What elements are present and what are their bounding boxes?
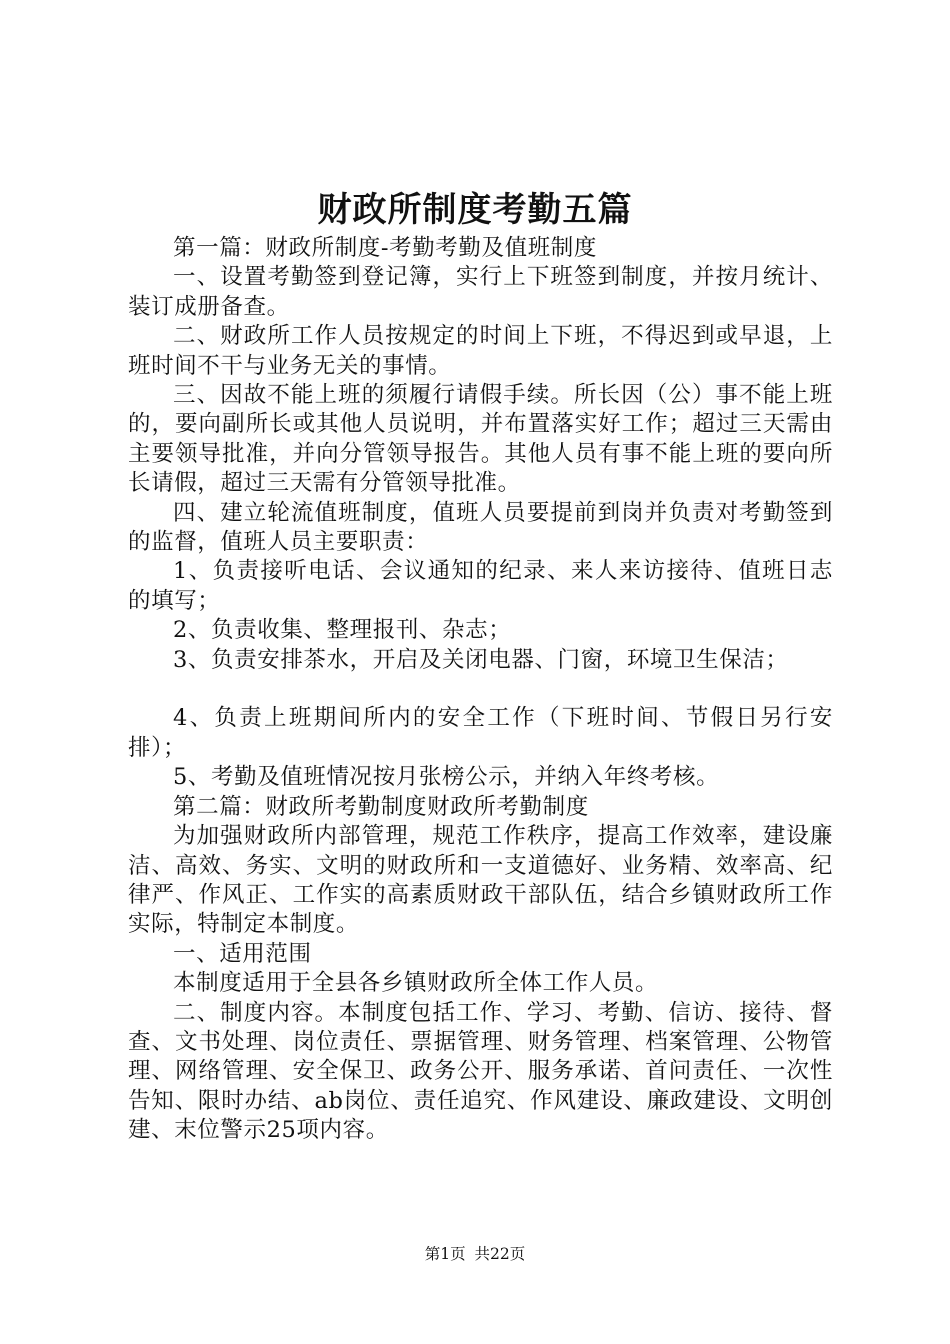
paragraph: 一、设置考勤签到登记簿，实行上下班签到制度，并按月统计、装订成册备查。 — [128, 264, 833, 320]
paragraph: 为加强财政所内部管理，规范工作秩序，提高工作效率，建设廉洁、高效、务实、文明的财政所和一支道德好、业务精、效率高、纪律严、作风正、工作实的高素质财政干部队伍，结合乡镇财政所工作实际，特制定本制度。 — [128, 823, 833, 938]
section-heading-2: 第二篇：财政所考勤制度财政所考勤制度 — [173, 793, 589, 820]
document-body — [128, 234, 833, 1146]
page-total: 共22页 — [474, 1245, 526, 1263]
list-item: 3、负责安排茶水，开启及关闭电器、门窗，环境卫生保洁； — [173, 646, 789, 673]
list-item: 1、负责接听电话、会议通知的纪录、来人来访接待、值班日志的填写； — [128, 558, 833, 614]
page-number: 第1页 — [424, 1245, 466, 1263]
paragraph: 本制度适用于全县各乡镇财政所全体工作人员。 — [173, 970, 659, 997]
page-footer — [0, 1243, 950, 1265]
list-item: 2、负责收集、整理报刊、杂志； — [173, 617, 512, 644]
blank-line — [128, 675, 833, 704]
list-item: 4、负责上班期间所内的安全工作（下班时间、节假日另行安排）； — [128, 705, 833, 761]
paragraph: 三、因故不能上班的须履行请假手续。所长因（公）事不能上班的，要向副所长或其他人员说明，并布置落实好工作；超过三天需由主要领导批准，并向分管领导报告。其他人员有事不能上班的要向所长请假，超过三天需有分管领导批准。 — [128, 382, 833, 497]
document-title: 财政所制度考勤五篇 — [317, 190, 633, 230]
paragraph: 二、财政所工作人员按规定的时间上下班，不得迟到或早退，上班时间不干与业务无关的事情。 — [128, 323, 833, 379]
list-item: 5、考勤及值班情况按月张榜公示，并纳入年终考核。 — [173, 764, 720, 791]
paragraph: 二、制度内容。本制度包括工作、学习、考勤、信访、接待、督查、文书处理、岗位责任、票据管理、财务管理、档案管理、公物管理、网络管理、安全保卫、政务公开、服务承诺、首问责任、一次性告知、限时办结、ab岗位、责任追究、作风建设、廉政建设、文明创建、末位警示25项内容。 — [128, 999, 833, 1144]
subsection-heading: 一、适用范围 — [173, 940, 312, 967]
paragraph: 四、建立轮流值班制度，值班人员要提前到岗并负责对考勤签到的监督，值班人员主要职责： — [128, 499, 833, 556]
section-heading-1: 第一篇：财政所制度-考勤考勤及值班制度 — [173, 235, 598, 261]
